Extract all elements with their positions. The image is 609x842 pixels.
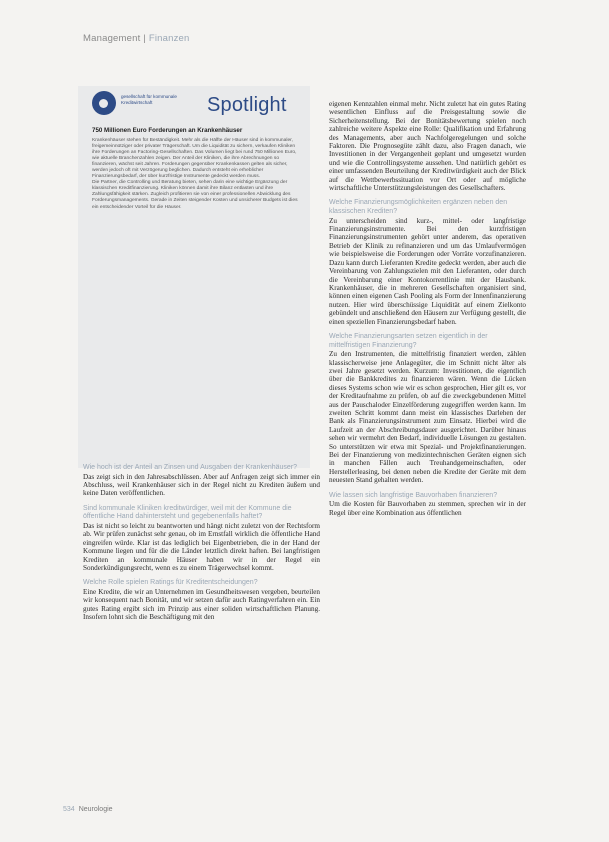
answer-paragraph: Das ist nicht so leicht zu beantworten und hängt nicht zuletzt von der Rechtsform ab. Wir prüfen zunächst sehr genau, ob im Ernstfall wirklich die öffentliche Hand eingreifen würde. Klar ist das lediglich bei Eigenbetrieben, die in der Hand der Kommune liegen und für die die Länder letztlich direkt haften. Bei langfristigen Krediten an kommunale Häuser haben wir in der Regel ein Sonderkündigungsrecht, wenn es zu einem Trägerwechsel kommt. — [83, 522, 320, 573]
page-number: 534 — [63, 806, 75, 813]
spotlight-paragraph: Die Partner, die Controlling und Beratung bieten, sehen darin eine wichtige Ergänzung der klassischen Kreditfinanzierung. Kliniken können damit ihre Bilanz entlasten und ihre Zahlungsfähigkeit stärken. Zugleich profitieren sie von einer professionellen Abwicklung des Forderungsmanagements. Gerade in Zeiten steigender Kosten und unsicherer Budgets ist dies ein entscheidender Vorteil für die Häuser. — [92, 180, 298, 210]
bank-logo-icon — [92, 91, 116, 115]
question-heading: Wie lassen sich langfristige Bauvorhaben finanzieren? — [329, 491, 498, 499]
question-heading: Welche Finanzierungsarten setzen eigentlich in der mittelfristigen Finanzierung? — [329, 332, 488, 349]
question-heading: Welche Rolle spielen Ratings für Kreditentscheidungen? — [83, 579, 258, 587]
page-footer — [63, 806, 113, 813]
question-heading: Sind kommunale Kliniken kreditwürdiger, weil mit der Kommune die öffentliche Hand dahintersteht und gegebenenfalls haftet? — [83, 504, 292, 521]
header-section: Management — [83, 33, 141, 44]
answer-paragraph: eigenen Kennzahlen einmal mehr. Nicht zuletzt hat ein gutes Rating wesentlichen Einfluss auf die Preisgestaltung sowie die Sicherheitenstellung. Bei der Bonitätsbewertung spielen noch zahlreiche weitere Aspekte eine Rolle: Qualifikation und Erfahrung des Managements, aber auch Nachfolgeregelungen und solche Faktoren. Die Prognosegüte zählt dazu, also Fragen danach, wie Investitionen in der Vergangenheit geplant und umgesetzt wurden und wie die Controllingsysteme aussehen. Und natürlich gehört es einer umfassenden Beurteilung der Kreditwürdigkeit auch der Blick auf die Wettbewerbssituation vor Ort oder auf mögliche wirtschaftliche Unterstützungsleistungen des Gesellschafters. — [329, 100, 526, 193]
answer-paragraph: Eine Kredite, die wir an Unternehmen im Gesundheitswesen vergeben, beurteilen wir konsequent nach Bonität, und wir setzen dafür auch Ratingverfahren ein. Ein gutes Rating ergibt sich im Prinzip aus einer soliden wirtschaftlichen Planung. Insofern lohnt sich die Beschäftigung mit den — [83, 588, 320, 622]
spotlight-label: Spotlight — [207, 94, 287, 116]
spotlight-paragraph: Krankenhäuser stehen für Beständigkeit. Mehr als die Hälfte der Häuser sind in kommunaler, freigemeinnütziger oder privater Trägerschaft. Um die Liquidität zu sichern, verkaufen Kliniken ihre Forderungen an Factoring-Gesellschaften. Das Volumen liegt bei rund 750 Millionen Euro, wie aktuelle Branchenzahlen zeigen. Der Anteil der Kliniken, die ihre Abrechnungen so finanzieren, wächst seit Jahren. Forderungen gegenüber Krankenkassen gelten als sicher, werden jedoch oft mit Verzögerung beglichen. Dadurch entsteht ein erheblicher Finanzierungsbedarf, der über kurzfristige Instrumente gedeckt werden muss. — [92, 138, 297, 180]
header-subsection: Finanzen — [148, 33, 190, 44]
right-column — [329, 100, 526, 524]
answer-paragraph: Um die Kosten für Bauvorhaben zu stemmen, sprechen wir in der Regel über eine Kombination aus öffentlichen — [329, 500, 526, 517]
answer-paragraph: Zu den Instrumenten, die mittelfristig finanziert werden, zählen klassischerweise jene Anlagegüter, die im Schnitt nicht älter als zwei Jahre gesetzt werden. Kurzum: Investitionen, die eigentlich über die Bankkredites zu finanzieren wären. Wenn die Lücken dieses Systems schon wie wir es schon gesprochen, Hier gilt es, vor der Kreditaufnahme zu prüfen, ob auf die zweckgebundenen Mittel aus der Pauschaloder Einzelförderung zugegriffen werden kann. Im zweiten Schritt kommt dann meist ein klassisches Darlehen der Bank als Finanzierungsinstrument zum Einsatz. Hierbei wird die Laufzeit an der Abschreibungsdauer ausgerichtet. Darüber hinaus sehen wir vermehrt den Bedarf, individuelle Lösungen zu gestalten. So unterstützen wir etwa mit Spezial- und Projektfinanzierungen. Bei der Finanzierung von medizintechnischen Geräten eignen sich in manchen Fällen auch Treuhandgemeinschaften, oder Herstellerleasing, bei denen neben die Kredite der Geräte mit dem neuesten Stand gehalten werden. — [329, 350, 526, 485]
answer-paragraph: Zu unterscheiden sind kurz-, mittel- oder langfristige Finanzierungsinstrumente. Bei den kurzfristigen Finanzierungsinstrumenten gehört unter anderem, das operativen Betrieb der Klinik zu refinanzieren und um das Umlaufvermögen wie beispielsweise die Forderungen oder Vorräte vorzufinanzieren. Dazu kann durch Lieferanten Kredite gedeckt werden, aber auch die Vereinbarung von Zahlungszielen mit den Lieferanten, oder durch die Vereinbarung einer Kontokorrentlinie mit der Hausbank. Krankenhäuser, die in mehreren Gesellschaften organisiert sind, können einen eigenen Cash Pooling als Form der Innenfinanzierung nutzen. Hier wird überschüssige Liquidität auf einem Zielkonto gebündelt und anschließend den Häusern zur Verfügung gestellt, die einen speziellen Finanzierungsbedarf haben. — [329, 216, 526, 326]
answer-paragraph: Das zeigt sich in den Jahresabschlüssen. Aber auf Anfragen zeigt sich immer ein Abschluss, weil Krankenhäuser sich in der Regel nicht zu Krediten äußern und keine Daten veröffentlichen. — [83, 472, 320, 498]
journal-name: Neurologie — [78, 806, 113, 813]
page-header — [83, 33, 190, 44]
question-heading: Wie hoch ist der Anteil an Zinsen und Ausgaben der Krankenhäuser? — [83, 464, 298, 471]
spotlight-body — [92, 138, 300, 211]
spotlight-title: 750 Millionen Euro Forderungen an Krankenhäuser — [92, 127, 243, 134]
left-column — [83, 464, 320, 629]
header-separator: | — [140, 33, 149, 44]
question-heading: Welche Finanzierungsmöglichkeiten ergänzen neben den klassischen Krediten? — [329, 199, 508, 216]
logo-caption: gesellschaft für kommunale Kreditwirtschaft — [121, 94, 177, 105]
